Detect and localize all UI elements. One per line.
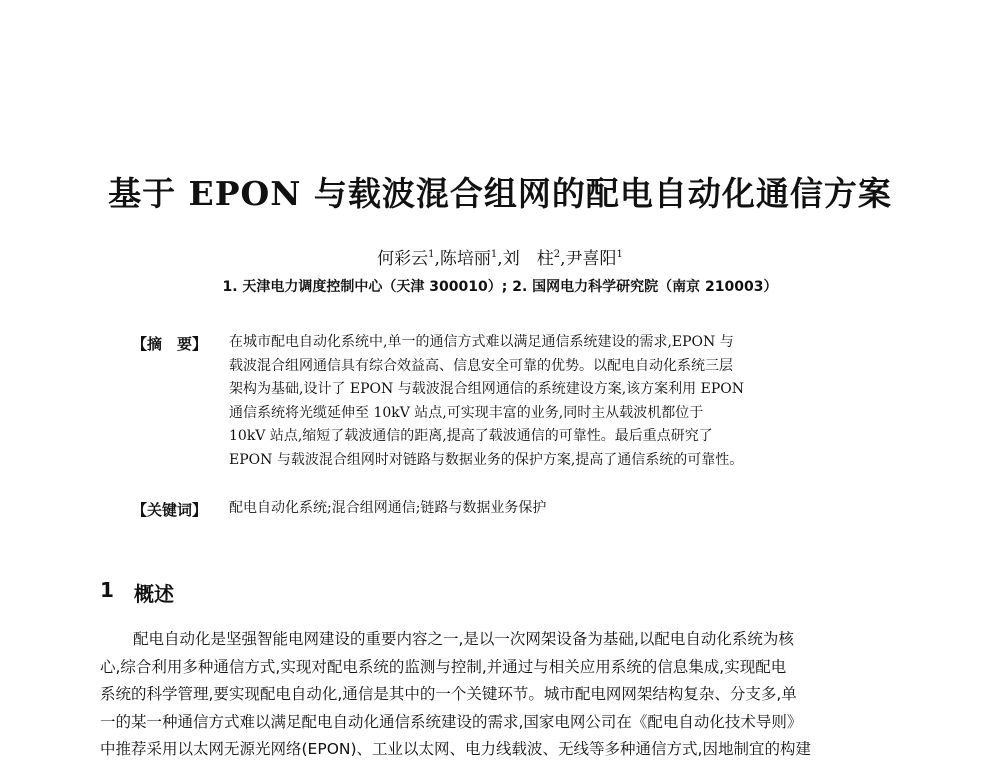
author-affiliation-mark: 1 — [428, 249, 435, 260]
author-name: 陈培丽 — [439, 249, 491, 269]
abstract-text — [229, 331, 869, 472]
abstract-label: 【摘 要】 — [132, 335, 208, 353]
section-number: 1 — [100, 578, 114, 602]
abstract-line: 架构为基础,设计了 EPON 与载波混合组网通信的系统建设方案,该方案利用 EPON — [229, 381, 744, 397]
abstract-line: 通信系统将光缆延伸至 10kV 站点,可实现丰富的业务,同时主从载波机都位于 — [229, 404, 704, 421]
abstract-line: 10kV 站点,缩短了载波通信的距离,提高了载波通信的可靠性。最后重点研究了 — [229, 428, 713, 444]
abstract-line: 载波混合组网通信具有综合效益高、信息安全可靠的优势。以配电自动化系统三层 — [229, 357, 733, 374]
affiliations: 1. 天津电力调度控制中心（天津 300010）; 2. 国网电力科学研究院（南京 210003） — [222, 279, 778, 295]
body-line: 配电自动化是坚强智能电网建设的重要内容之一,是以一次网架设备为基础,以配电自动化系统为核 — [133, 630, 794, 648]
author-separator: , — [434, 249, 440, 269]
author-name: 何彩云 — [377, 249, 429, 269]
body-line: 系统的科学管理,要实现配电自动化,通信是其中的一个关键环节。城市配电网网架结构复杂、分支多,单 — [100, 685, 797, 703]
author-separator: , — [560, 249, 566, 269]
body-line: 心,综合利用多种通信方式,实现对配电系统的监测与控制,并通过与相关应用系统的信息集成,实现配电 — [100, 657, 787, 676]
author-affiliation-mark: 1 — [616, 249, 623, 260]
author-name: 尹喜阳 — [565, 249, 617, 269]
body-line: 一的某一种通信方式难以满足配电自动化通信系统建设的需求,国家电网公司在《配电自动化技术导则》 — [100, 712, 803, 731]
author-separator: , — [497, 249, 503, 269]
author-affiliation-mark: 2 — [553, 249, 561, 260]
keywords-text: 配电自动化系统;混合组网通信;链路与数据业务保护 — [229, 500, 547, 516]
author-list — [0, 244, 1000, 269]
paper-title: 基于 EPON 与载波混合组网的配电自动化通信方案 — [108, 174, 892, 213]
author-name: 刘 柱 — [502, 249, 554, 269]
author-affiliation-mark: 1 — [490, 249, 498, 260]
abstract-line: EPON 与载波混合组网时对链路与数据业务的保护方案,提高了通信系统的可靠性。 — [229, 451, 744, 468]
abstract-line: 在城市配电自动化系统中,单一的通信方式难以满足通信系统建设的需求,EPON 与 — [229, 334, 734, 350]
keywords-label: 【关键词】 — [132, 501, 208, 519]
body-line: 中推荐采用以太网无源光网络(EPON)、工业以太网、电力线载波、无线等多种通信方式,因地制宜的构建 — [100, 740, 811, 758]
section-title: 概述 — [134, 582, 174, 606]
section-body — [100, 626, 900, 764]
